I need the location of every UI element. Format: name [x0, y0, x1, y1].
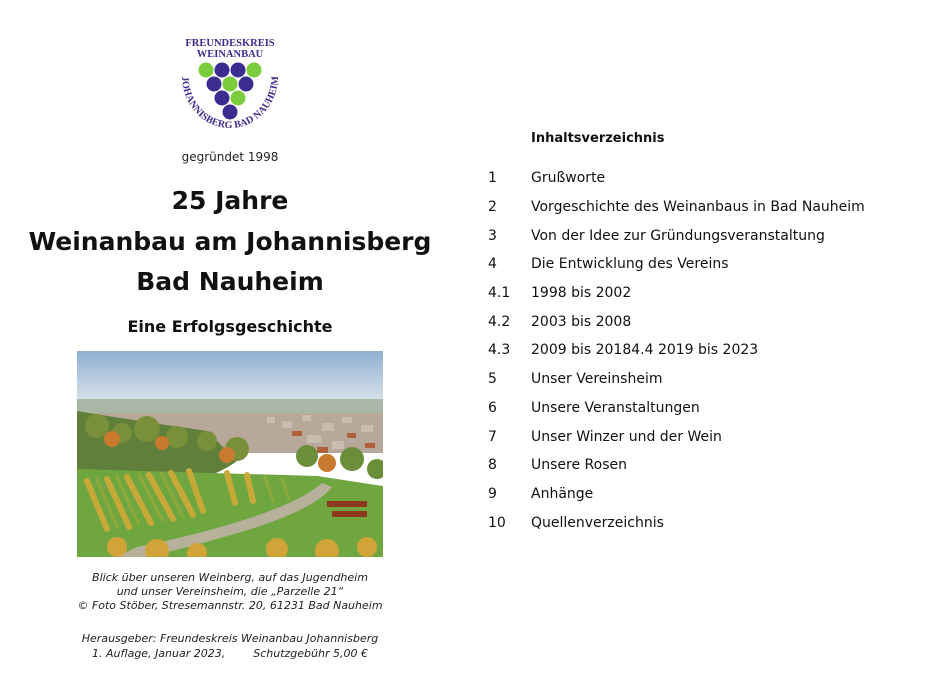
club-logo [168, 36, 292, 140]
founded-note: gegründet 1998 [181, 150, 279, 164]
toc-entry-number: 4 [488, 256, 497, 273]
vineyard-photo [77, 351, 383, 557]
toc-heading: Inhaltsverzeichnis [531, 131, 665, 146]
title-line-2: Weinanbau am Johannisberg [28, 227, 432, 256]
toc-entry-number: 3 [488, 227, 497, 244]
toc-entry-number: 7 [488, 428, 497, 445]
toc-entry-number: 2 [488, 199, 497, 216]
table-of-contents [488, 164, 918, 537]
toc-entry-number: 5 [488, 371, 497, 388]
logo-top-text-1: FREUNDESKREIS [185, 38, 275, 49]
toc-entry-title: Anhänge [531, 485, 594, 502]
toc-entry-title: Von der Idee zur Gründungsveranstaltung [531, 227, 825, 244]
toc-entry-number: 4.2 [488, 313, 511, 330]
toc-entry-title: Quellenverzeichnis [531, 514, 664, 531]
toc-entry-title: Vorgeschichte des Weinanbaus in Bad Nauheim [531, 199, 865, 216]
edition-line [0, 646, 460, 661]
toc-entry-title: 1998 bis 2002 [531, 285, 632, 302]
caption-line-2: und unser Vereinsheim, die „Parzelle 21“ [116, 585, 344, 598]
toc-entry-title: 2003 bis 2008 [531, 313, 632, 330]
toc-entry-number: 4.3 [488, 342, 511, 359]
toc-entry-title: Grußworte [531, 170, 606, 187]
publisher-info [0, 631, 460, 661]
toc-entry-number: 10 [488, 514, 506, 531]
toc-entry-title: Unser Vereinsheim [531, 371, 663, 388]
toc-entry [488, 394, 918, 423]
toc-entry [488, 365, 918, 394]
toc-entry-title: Unsere Veranstaltungen [531, 399, 700, 416]
edition-text: 1. Auflage, Januar 2023, [91, 647, 226, 660]
toc-entry-number: 1 [488, 170, 497, 187]
toc-entry [488, 336, 918, 365]
toc-entry [488, 193, 918, 222]
caption-line-3: © Foto Stöber, Stresemannstr. 20, 61231 Bad Nauheim [77, 599, 383, 612]
toc-entry-title: Unsere Rosen [531, 457, 627, 474]
toc-entry [488, 221, 918, 250]
logo-arc-text: JOHANNISBERG BAD NAUHEIM [178, 75, 282, 132]
toc-entry-number: 8 [488, 457, 497, 474]
toc-entry [488, 307, 918, 336]
toc-entry-title: Unser Winzer und der Wein [531, 428, 722, 445]
cover-page [0, 0, 460, 680]
logo-top-text-2: WEINANBAU [196, 49, 264, 60]
toc-entry [488, 451, 918, 480]
toc-entry [488, 508, 918, 537]
toc-entry [488, 480, 918, 509]
toc-entry [488, 250, 918, 279]
toc-entry [488, 164, 918, 193]
toc-entry-title: 2009 bis 20184.4 2019 bis 2023 [531, 342, 759, 359]
grape-cluster-icon [199, 63, 262, 120]
toc-entry-number: 4.1 [488, 285, 511, 302]
toc-entry-number: 9 [488, 485, 497, 502]
title-line-3: Bad Nauheim [136, 267, 324, 296]
title-line-1: 25 Jahre [171, 186, 289, 215]
toc-entry [488, 422, 918, 451]
toc-entry-number: 6 [488, 399, 497, 416]
publisher-line: Herausgeber: Freundeskreis Weinanbau Johannisberg [81, 632, 379, 645]
toc-entry-title: Die Entwicklung des Vereins [531, 256, 729, 273]
fee-text: Schutzgebühr 5,00 € [253, 647, 368, 660]
photo-caption [0, 571, 460, 613]
toc-entry [488, 279, 918, 308]
caption-line-1: Blick über unseren Weinberg, auf das Jugendheim [92, 571, 368, 584]
subtitle: Eine Erfolgsgeschichte [127, 317, 333, 336]
